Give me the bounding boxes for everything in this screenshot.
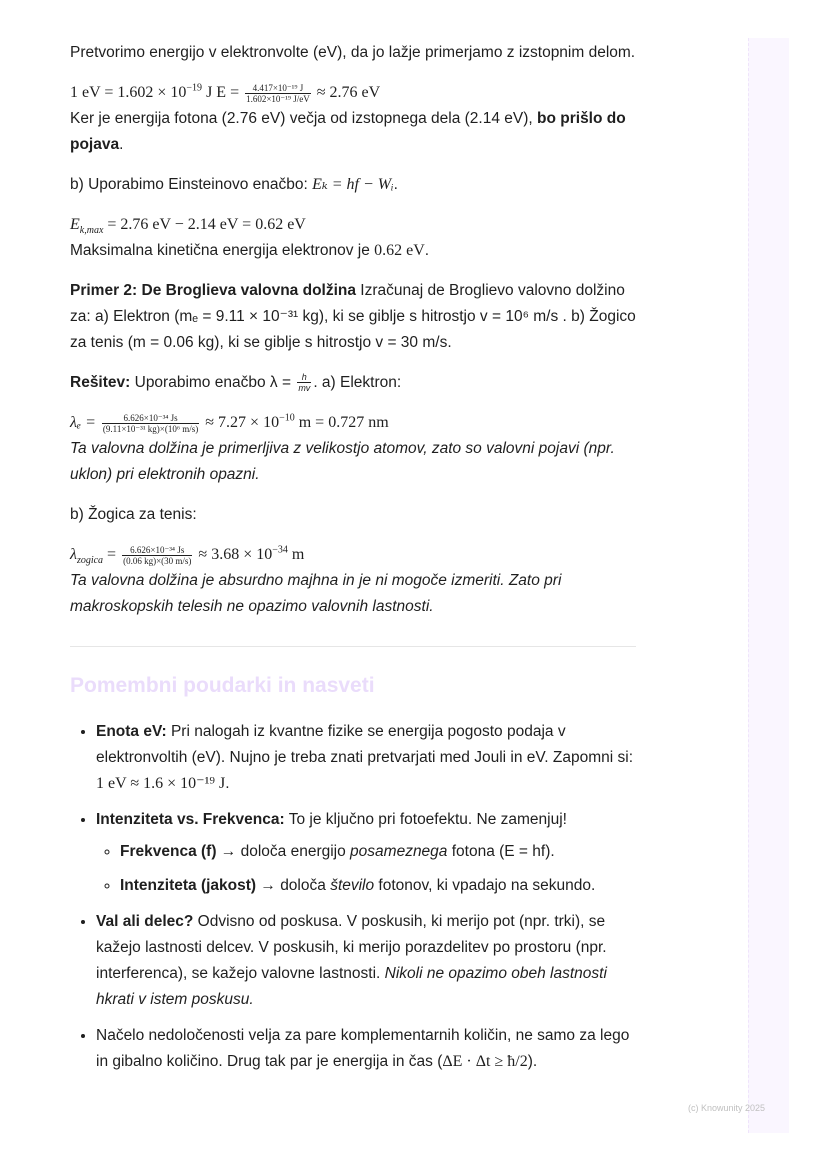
equation-ekmax: $E_{k,max} = 2.76$ eV − 2.14 eV = 0.62 eV bbox=[70, 216, 306, 237]
fraction: $\frac{\text{6.626×10⁻³⁴ Js}}{\text{(9.11×10⁻³¹ kg)×(10⁶ m/s)}}$ bbox=[102, 412, 199, 434]
tips-list bbox=[70, 719, 636, 1075]
equation-ev-conversion: 1 eV = $1.602 \times 10^{-19}$ J E = $\frac{\text{4.417×10⁻¹⁹ J}}{\text{1.602×10⁻¹⁹ J/eV}}$ ≈ 2.76 eV bbox=[70, 82, 381, 104]
paragraph-primer-2: Primer 2: De Broglieva valovna dolžina Izračunaj de Broglievo valovno dolžino za: a) Elektron (mₑ = 9.11 × 10⁻³¹ kg), ki se giblje s hitrostjo v = 10⁶ m/s . b) Žogico za tenis (m = 0.06 kg), ki se giblje s hitrostjo v = 30 m/s. bbox=[70, 282, 636, 351]
paragraph-electron-note: Ta valovna dolžina je primerljiva z velikostjo atomov, zato so valovni pojavi (npr. uklon) pri elektronih opazni. bbox=[70, 440, 615, 483]
equation-lambda-ball: $\lambda_{zogica}$ = $\frac{\text{6.626×10⁻³⁴ Js}}{(0.06 kg)\times(30 m/s)}$ ≈ $3.68 \times 10^{-34}$ m bbox=[70, 544, 305, 567]
paragraph-tennis-ball: b) Žogica za tenis: bbox=[70, 506, 197, 523]
list-item: • Načelo nedoločenosti velja za pare komplementarnih količin, ne samo za lego in gibalno količino. Drug tak par je energija in čas (ΔE · Δt ≥ ħ/2). bbox=[96, 1023, 636, 1075]
list-item: ◦ Intenziteta (jakost) → določa število fotonov, ki vpadajo na sekundo. bbox=[120, 873, 636, 899]
list-item: • Enota eV: Pri nalogah iz kvantne fizike se energija pogosto podaja v elektronvoltih (eV). Nujno je treba znati pretvarjati med Jouli in eV. Zapomni si: 1 eV ≈ 1.6 × 10⁻¹⁹ J. bbox=[96, 719, 636, 797]
equation-lambda-electron: λₑ = $\frac{\text{6.626×10⁻³⁴ Js}}{\text{(9.11×10⁻³¹ kg)×(10⁶ m/s)}}$ ≈ $7.27 \times 10^{-10}$ m = 0.727 nm bbox=[70, 412, 389, 434]
sub-list bbox=[96, 839, 636, 899]
fraction: $\frac{\text{4.417×10⁻¹⁹ J}}{\text{1.602×10⁻¹⁹ J/eV}}$ bbox=[246, 82, 310, 104]
paragraph-resitev: Rešitev: Uporabimo enačbo λ = $\frac{h}{mv}$ . a) Elektron: bbox=[70, 372, 402, 394]
divider bbox=[70, 646, 636, 647]
fraction: $\frac{h}{mv}$ bbox=[298, 372, 311, 394]
paragraph-comparison: Ker je energija fotona (2.76 eV) večja od izstopnega dela (2.14 eV), bo prišlo do pojava. bbox=[70, 110, 626, 153]
side-panel bbox=[748, 38, 789, 1133]
document-body bbox=[70, 40, 636, 1085]
paragraph-ball-note: Ta valovna dolžina je absurdno majhna in je ni mogoče izmeriti. Zato pri makroskopskih telesih ne opazimo valovnih lastnosti. bbox=[70, 572, 562, 615]
fraction: $\frac{\text{6.626×10⁻³⁴ Js}}{(0.06 kg)\times(30 m/s)}$ bbox=[123, 544, 192, 566]
list-item: • Intenziteta vs. Frekvenca: To je ključno pri fotoefektu. Ne zamenjuj! ◦ Frekvenca (f) → določa energijo posameznega fotona (E = hf). ◦ Intenziteta (jakost) → določa število fotonov, ki vpadajo na sekundo. bbox=[96, 807, 636, 899]
paragraph-convert-ev: Pretvorimo energijo v elektronvolte (eV), da jo lažje primerjamo z izstopnim delom. bbox=[70, 44, 636, 61]
list-item: ◦ Frekvenca (f) → določa energijo posameznega fotona (E = hf). bbox=[120, 839, 636, 865]
paragraph-einstein: b) Uporabimo Einsteinovo enačbo: Eₖ = hf − Wᵢ. bbox=[70, 176, 398, 193]
footer-copyright: (c) Knowunity 2025 bbox=[688, 1103, 766, 1113]
list-item: • Val ali delec? Odvisno od poskusa. V poskusih, ki merijo pot (npr. trki), se kažejo lastnosti delcev. V poskusih, ki merijo porazdelitev po prostoru (npr. interferenca), se kažejo valovne lastnosti. Nikoli ne opazimo obeh lastnosti hkrati v istem poskusu. bbox=[96, 909, 636, 1013]
section-title: Pomembni poudarki in nasveti bbox=[70, 674, 375, 697]
paragraph-max-kinetic: Maksimalna kinetična energija elektronov je 0.62 eV. bbox=[70, 242, 430, 259]
